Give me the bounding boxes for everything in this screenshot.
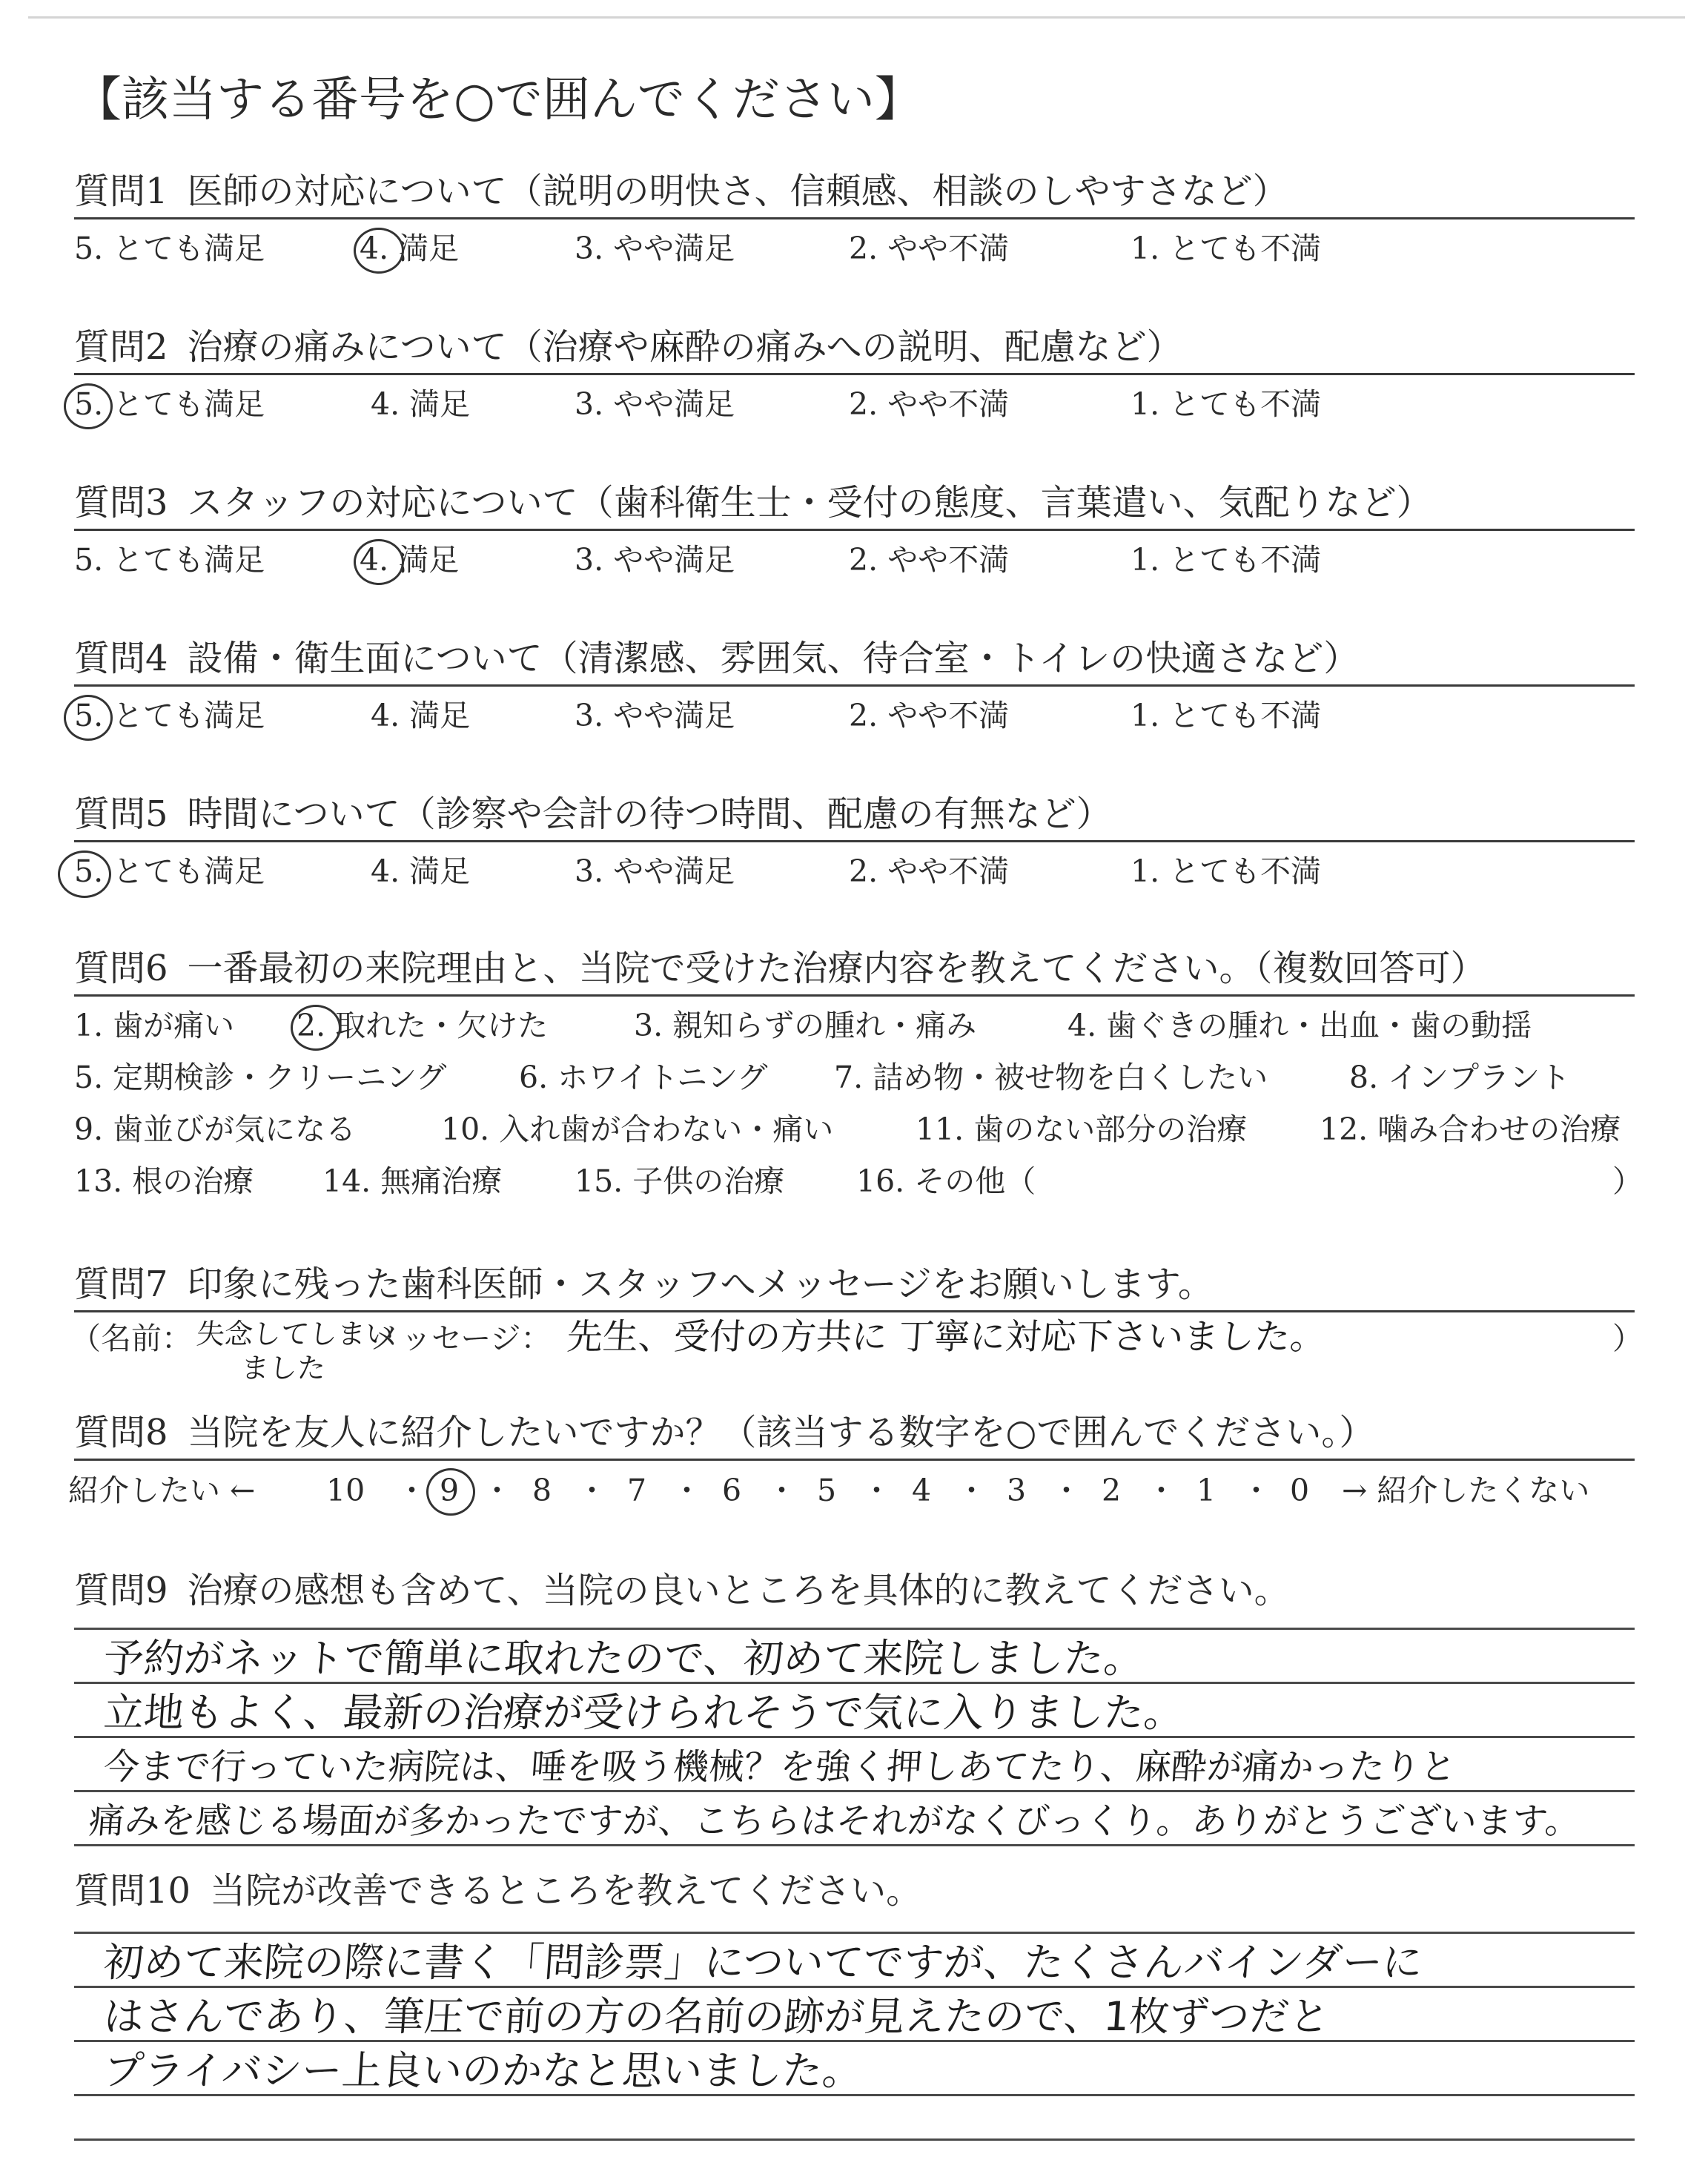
q7-name-label: （名前： [70, 1321, 192, 1356]
q1-selection-circle [354, 228, 404, 274]
answer-line [74, 1932, 1635, 1934]
scale-dot: ・ [1241, 1473, 1271, 1508]
q6-option-5[interactable]: 5. 定期検診・クリーニング [74, 1060, 447, 1095]
q6-option-11[interactable]: 11. 歯のない部分の治療 [916, 1112, 1248, 1147]
question-text: 治療の痛みについて（治療や麻酔の痛みへの説明、配慮など） [187, 326, 1182, 368]
q3-option-3[interactable]: 3. やや満足 [575, 542, 735, 578]
q4-option-1[interactable]: 1. とても不満 [1131, 698, 1322, 733]
top-border [28, 16, 1685, 19]
q8-scale-9[interactable]: 9 [440, 1473, 460, 1508]
q5-option-5[interactable]: 5. とても満足 [74, 853, 265, 889]
q6-option-8[interactable]: 8. インプラント [1349, 1060, 1571, 1095]
question-number: 質問8 [74, 1412, 168, 1453]
q5-option-4[interactable]: 4. 満足 [371, 853, 471, 889]
q6-option-10[interactable]: 10. 入れ歯が合わない・痛い [441, 1112, 834, 1147]
question-text: 一番最初の来院理由と、当院で受けた治療内容を教えてください。（複数回答可） [187, 948, 1486, 989]
question-text: 印象に残った歯科医師・スタッフへメッセージをお願いします。 [187, 1264, 1214, 1305]
q2-option-3[interactable]: 3. やや満足 [575, 386, 735, 422]
question-number: 質問5 [74, 793, 168, 835]
question-text: 設備・衛生面について（清潔感、雰囲気、待合室・トイレの快適さなど） [187, 638, 1360, 679]
q8-scale-0[interactable]: 0 [1290, 1473, 1310, 1508]
q2-option-1[interactable]: 1. とても不満 [1131, 386, 1322, 422]
q8-scale-1[interactable]: 1 [1196, 1473, 1217, 1508]
q7-message-handwriting: 先生、受付の方共に 丁寧に対応下さいました。 [566, 1316, 1328, 1358]
question-number: 質問3 [74, 482, 168, 524]
q4-option-5[interactable]: 5. とても満足 [74, 698, 265, 733]
q6-option-9[interactable]: 9. 歯並びが気になる [74, 1112, 357, 1147]
q3-option-1[interactable]: 1. とても不満 [1131, 542, 1322, 578]
question-5-title [74, 792, 1112, 836]
q2-option-5[interactable]: 5. とても満足 [74, 386, 265, 422]
question-8-rule [74, 1459, 1635, 1461]
q9-answer-line-2: 立地もよく、最新の治療が受けられそうで気に入りました。 [102, 1689, 1186, 1736]
q5-option-2[interactable]: 2. やや不満 [849, 853, 1010, 889]
question-3-title [74, 480, 1432, 525]
scale-dot: ・ [956, 1473, 987, 1508]
q8-left-label: 紹介したい ← [68, 1473, 256, 1508]
question-1-title [74, 169, 1288, 214]
q8-right-label: → 紹介したくない [1342, 1473, 1590, 1508]
question-number: 質問10 [74, 1870, 191, 1912]
question-text: スタッフの対応について（歯科衛生士・受付の態度、言葉遣い、気配りなど） [187, 482, 1432, 524]
question-6-title [74, 946, 1486, 991]
q6-option-3[interactable]: 3. 親知らずの腫れ・痛み [634, 1008, 977, 1043]
question-4-rule [74, 684, 1635, 687]
q3-selection-circle [354, 539, 404, 585]
q8-scale-5[interactable]: 5 [817, 1473, 837, 1508]
answer-line [74, 1844, 1635, 1846]
q10-answer-line-1: 初めて来院の際に書く「問診票」についてですが、たくさんバインダーに [102, 1939, 1425, 1986]
answer-line [74, 1790, 1635, 1792]
question-text: 医師の対応について（説明の明快さ、信頼感、相談のしやすさなど） [187, 171, 1288, 212]
q2-option-4[interactable]: 4. 満足 [371, 386, 471, 422]
question-3-rule [74, 529, 1635, 531]
scale-dot: ・ [397, 1473, 427, 1508]
question-6-rule [74, 994, 1635, 997]
q6-other-close: ） [1612, 1163, 1643, 1199]
scale-dot: ・ [1146, 1473, 1176, 1508]
question-2-title [74, 325, 1182, 369]
q6-option-2[interactable]: 2. 取れた・欠けた [297, 1008, 549, 1043]
q1-option-1[interactable]: 1. とても不満 [1131, 231, 1322, 266]
question-number: 質問6 [74, 948, 168, 989]
question-7-rule [74, 1310, 1635, 1312]
q6-option-4[interactable]: 4. 歯ぐきの腫れ・出血・歯の動揺 [1068, 1008, 1532, 1043]
q10-answer-line-3: プライバシー上良いのかなと思いました。 [102, 2047, 864, 2094]
question-text: 治療の感想も含めて、当院の良いところを具体的に教えてください。 [187, 1570, 1290, 1611]
question-number: 質問9 [74, 1570, 168, 1611]
question-9-title [74, 1568, 1290, 1613]
answer-line [74, 1736, 1635, 1738]
q2-option-2[interactable]: 2. やや不満 [849, 386, 1010, 422]
q5-selection-circle [58, 851, 111, 898]
q4-selection-circle [64, 695, 113, 741]
q1-option-2[interactable]: 2. やや不満 [849, 231, 1010, 266]
answer-line [74, 1682, 1635, 1684]
scale-dot: ・ [577, 1473, 607, 1508]
question-4-title [74, 636, 1359, 681]
answer-line [74, 1986, 1635, 1988]
answer-line [74, 2094, 1635, 2096]
q6-option-6[interactable]: 6. ホワイトニング [519, 1060, 768, 1095]
q5-option-3[interactable]: 3. やや満足 [575, 853, 735, 889]
q8-scale-3[interactable]: 3 [1007, 1473, 1027, 1508]
scale-dot: ・ [861, 1473, 892, 1508]
scale-dot: ・ [482, 1473, 512, 1508]
q7-message-label: メッセージ： [371, 1321, 552, 1356]
question-number: 質問1 [74, 171, 168, 212]
question-10-title [74, 1869, 921, 1913]
q8-scale-7[interactable]: 7 [627, 1473, 647, 1508]
question-number: 質問4 [74, 638, 168, 679]
q1-option-5[interactable]: 5. とても満足 [74, 231, 265, 266]
q7-close-paren: ） [1612, 1321, 1643, 1356]
scale-dot: ・ [767, 1473, 797, 1508]
q9-answer-line-1: 予約がネットで簡単に取れたので、初めて来院しました。 [102, 1635, 1146, 1682]
question-2-rule [74, 373, 1635, 375]
q4-option-2[interactable]: 2. やや不満 [849, 698, 1010, 733]
answer-line [74, 2040, 1635, 2042]
question-5-rule [74, 840, 1635, 842]
question-1-rule [74, 217, 1635, 219]
q8-scale-4[interactable]: 4 [912, 1473, 932, 1508]
question-7-title [74, 1262, 1214, 1307]
q6-option-1[interactable]: 1. 歯が痛い [74, 1008, 235, 1043]
q1-option-3[interactable]: 3. やや満足 [575, 231, 735, 266]
question-text: 当院が改善できるところを教えてください。 [210, 1870, 922, 1912]
answer-line [74, 2138, 1635, 2141]
question-number: 質問7 [74, 1264, 168, 1305]
q9-answer-line-4: 痛みを感じる場面が多かったですが、こちらはそれがなくびっくり。ありがとうございます。 [87, 1800, 1583, 1842]
question-text: 時間について（診察や会計の待つ時間、配慮の有無など） [187, 793, 1112, 835]
q10-answer-line-2: はさんであり、筆圧で前の方の名前の跡が見えたので、1枚ずつだと [102, 1993, 1331, 2040]
q9-answer-line-3: 今まで行っていた病院は、唾を吸う機械？を強く押しあてたり、麻酔が痛かったりと [102, 1746, 1457, 1788]
q6-option-14[interactable]: 14. 無痛治療 [322, 1163, 503, 1199]
q6-option-15[interactable]: 15. 子供の治療 [575, 1163, 785, 1199]
q8-scale-10[interactable]: 10 [326, 1473, 365, 1508]
question-number: 質問2 [74, 326, 168, 368]
q6-option-16[interactable]: 16. その他（ [856, 1163, 1036, 1199]
q4-option-3[interactable]: 3. やや満足 [575, 698, 735, 733]
q5-option-1[interactable]: 1. とても不満 [1131, 853, 1322, 889]
q8-selection-circle [426, 1468, 475, 1516]
q1-option-4[interactable]: 4. 満足 [360, 231, 460, 266]
q7-name-handwriting: 失念してしまい [195, 1318, 395, 1350]
q8-scale-2[interactable]: 2 [1102, 1473, 1122, 1508]
q3-option-5[interactable]: 5. とても満足 [74, 542, 265, 578]
q8-scale-8[interactable]: 8 [532, 1473, 552, 1508]
q3-option-2[interactable]: 2. やや不満 [849, 542, 1010, 578]
q3-option-4[interactable]: 4. 満足 [360, 542, 460, 578]
q7-name-handwriting-continued: ました [239, 1352, 327, 1384]
q6-option-12[interactable]: 12. 噛み合わせの治療 [1320, 1112, 1621, 1147]
q6-selection-circle [291, 1005, 341, 1051]
q6-option-13[interactable]: 13. 根の治療 [74, 1163, 254, 1199]
form-instruction: 【該当する番号を○で囲んでください】 [74, 73, 922, 128]
scale-dot: ・ [672, 1473, 702, 1508]
q4-option-4[interactable]: 4. 満足 [371, 698, 471, 733]
scale-dot: ・ [1051, 1473, 1082, 1508]
answer-line [74, 1628, 1635, 1630]
q6-option-7[interactable]: 7. 詰め物・被せ物を白くしたい [834, 1060, 1268, 1095]
q2-selection-circle [64, 383, 113, 429]
question-8-title [74, 1410, 1374, 1455]
question-text: 当院を友人に紹介したいですか？（該当する数字を○で囲んでください。） [187, 1412, 1375, 1453]
q8-scale-6[interactable]: 6 [722, 1473, 742, 1508]
